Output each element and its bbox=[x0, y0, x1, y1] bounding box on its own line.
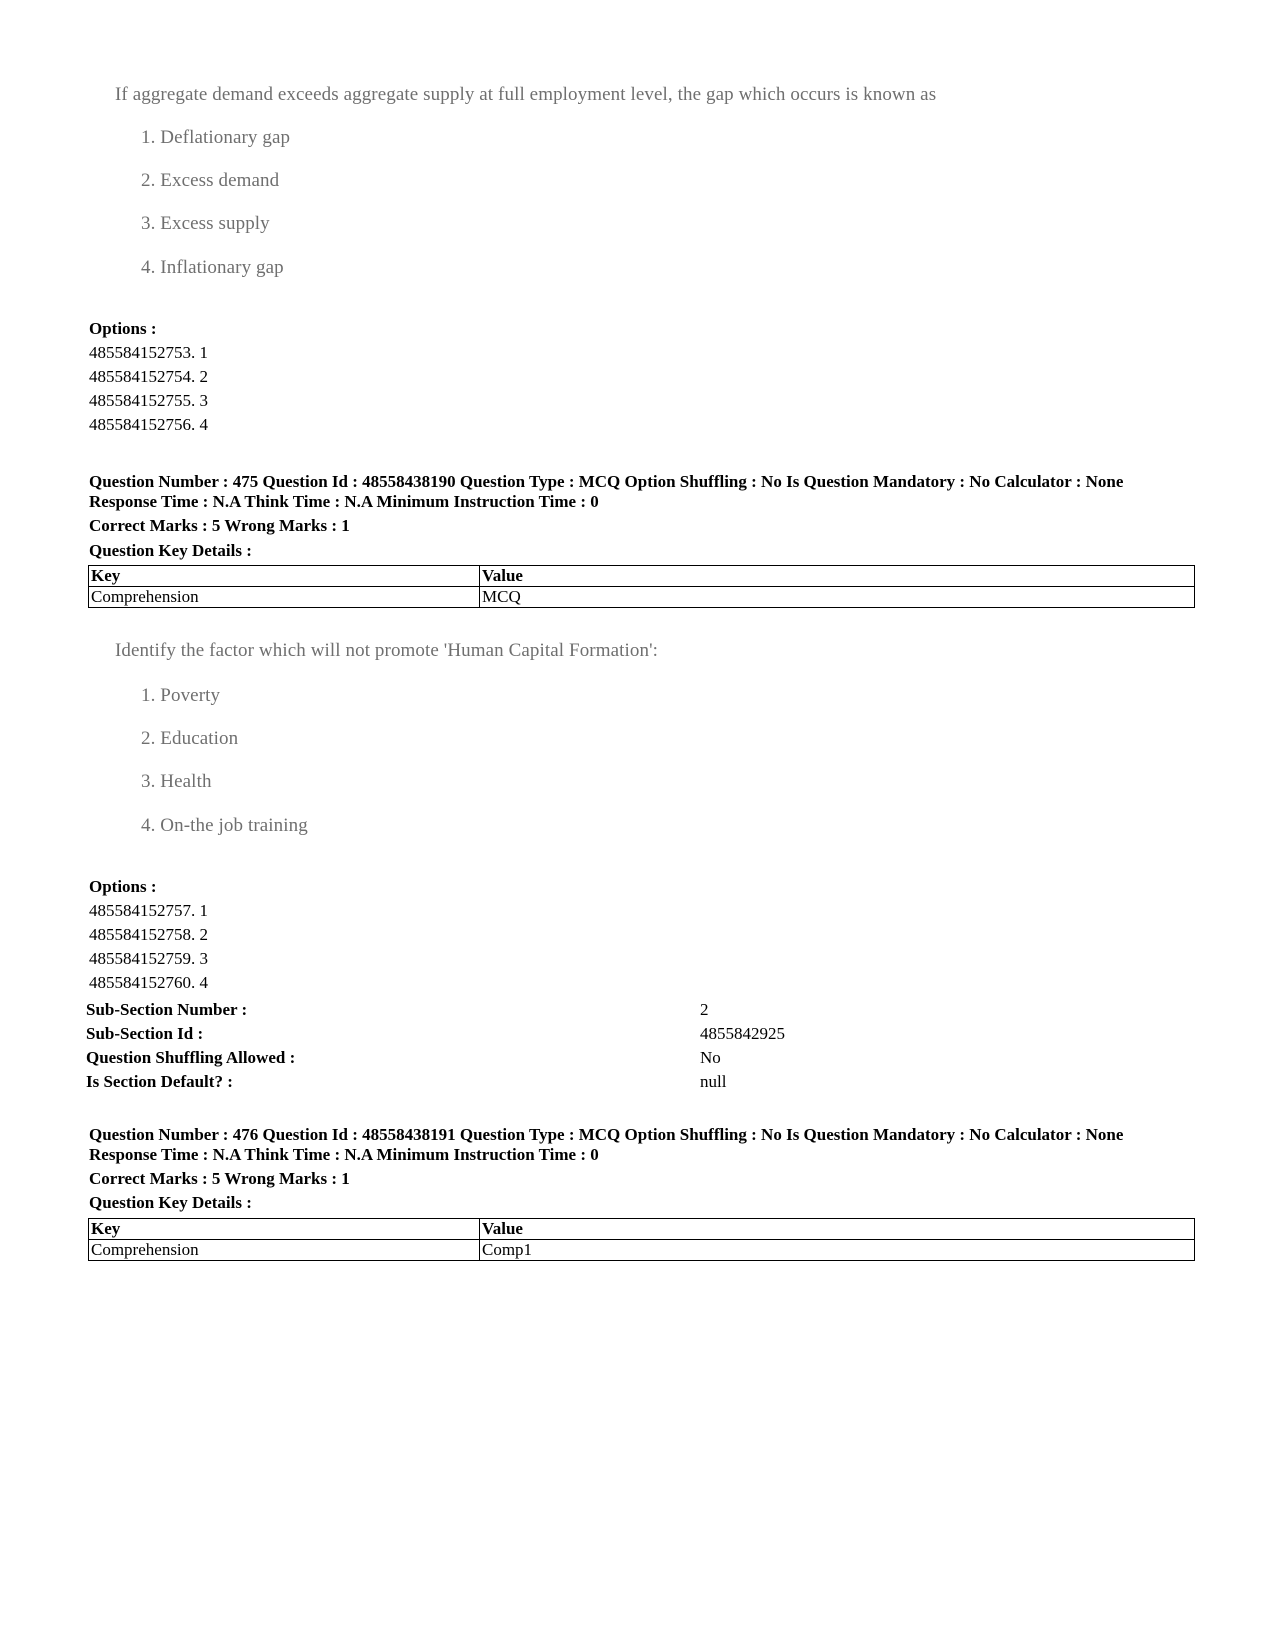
option-id: 485584152756. 4 bbox=[89, 415, 208, 434]
question-choice: 3. Excess supply bbox=[141, 213, 270, 234]
question-choice: 2. Education bbox=[141, 728, 239, 749]
key-details-label: Question Key Details : bbox=[89, 541, 252, 560]
question-choice: 4. Inflationary gap bbox=[141, 257, 284, 278]
subsection-number-label: Sub-Section Number : bbox=[86, 1000, 248, 1019]
option-id: 485584152758. 2 bbox=[89, 925, 208, 944]
question-choice: 1. Deflationary gap bbox=[141, 127, 291, 148]
table-header-row bbox=[89, 1219, 1195, 1240]
key-details-label: Question Key Details : bbox=[89, 1193, 252, 1212]
option-id: 485584152760. 4 bbox=[89, 973, 208, 992]
subsection-id-value: 4855842925 bbox=[700, 1024, 785, 1043]
question-choice: 4. On-the job training bbox=[141, 815, 308, 836]
question-choice: 3. Health bbox=[141, 771, 212, 792]
question-meta-line: Question Number : 476 Question Id : 48558438191 Question Type : MCQ Option Shuffling : No Is Question Mandatory : No Calculator : None bbox=[89, 1125, 1124, 1144]
options-label: Options : bbox=[89, 877, 157, 896]
question-timing-line: Response Time : N.A Think Time : N.A Minimum Instruction Time : 0 bbox=[89, 1145, 599, 1164]
option-id: 485584152759. 3 bbox=[89, 949, 208, 968]
table-cell-key: Comprehension bbox=[89, 1240, 480, 1261]
option-id: 485584152755. 3 bbox=[89, 391, 208, 410]
marks-line: Correct Marks : 5 Wrong Marks : 1 bbox=[89, 516, 350, 535]
question-meta-line: Question Number : 475 Question Id : 48558438190 Question Type : MCQ Option Shuffling : No Is Question Mandatory : No Calculator : None bbox=[89, 472, 1124, 491]
option-id: 485584152754. 2 bbox=[89, 367, 208, 386]
option-id: 485584152757. 1 bbox=[89, 901, 208, 920]
table-header-row bbox=[89, 566, 1195, 587]
section-default-value: null bbox=[700, 1072, 727, 1091]
question-shuffling-label: Question Shuffling Allowed : bbox=[86, 1048, 296, 1067]
question-shuffling-value: No bbox=[700, 1048, 721, 1067]
section-default-label: Is Section Default? : bbox=[86, 1072, 233, 1091]
key-details-table bbox=[88, 565, 1195, 608]
table-header-key: Key bbox=[89, 566, 480, 587]
table-cell-value: MCQ bbox=[480, 587, 1195, 608]
options-label: Options : bbox=[89, 319, 157, 338]
question-header bbox=[89, 472, 1199, 512]
subsection-id-label: Sub-Section Id : bbox=[86, 1024, 204, 1043]
key-details-table bbox=[88, 1218, 1195, 1261]
subsection-number-value: 2 bbox=[700, 1000, 709, 1019]
question-header bbox=[89, 1125, 1199, 1165]
table-cell-value: Comp1 bbox=[480, 1240, 1195, 1261]
question-timing-line: Response Time : N.A Think Time : N.A Minimum Instruction Time : 0 bbox=[89, 492, 599, 511]
question-image-text: Identify the factor which will not promote 'Human Capital Formation': bbox=[115, 640, 658, 661]
marks-line: Correct Marks : 5 Wrong Marks : 1 bbox=[89, 1169, 350, 1188]
table-header-value: Value bbox=[480, 566, 1195, 587]
question-choice: 2. Excess demand bbox=[141, 170, 280, 191]
table-header-value: Value bbox=[480, 1219, 1195, 1240]
question-choice: 1. Poverty bbox=[141, 685, 221, 706]
table-cell-key: Comprehension bbox=[89, 587, 480, 608]
table-row bbox=[89, 587, 1195, 608]
table-header-key: Key bbox=[89, 1219, 480, 1240]
table-row bbox=[89, 1240, 1195, 1261]
option-id: 485584152753. 1 bbox=[89, 343, 208, 362]
question-image-text: If aggregate demand exceeds aggregate supply at full employment level, the gap which occurs is known as bbox=[115, 84, 937, 105]
